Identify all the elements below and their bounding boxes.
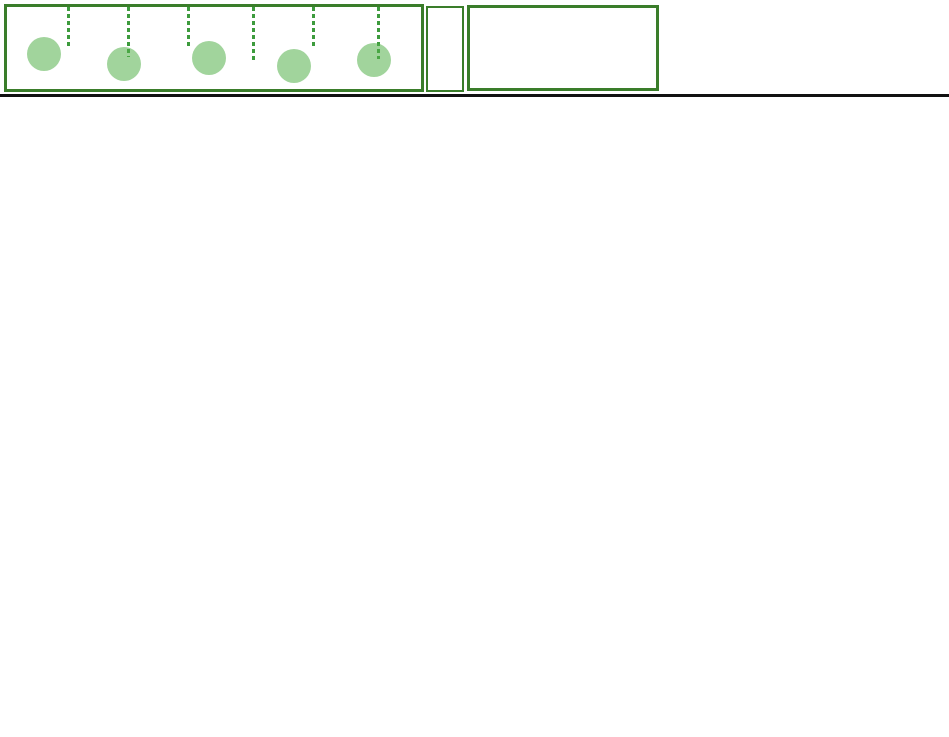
calendar-header (0, 0, 949, 96)
weekday-header (0, 98, 949, 120)
march-banner (4, 4, 424, 92)
calendar-grid (5, 121, 944, 733)
contact-info (467, 5, 659, 91)
meal-notice (664, 5, 946, 91)
year-box (426, 6, 464, 92)
header-divider (0, 94, 949, 97)
